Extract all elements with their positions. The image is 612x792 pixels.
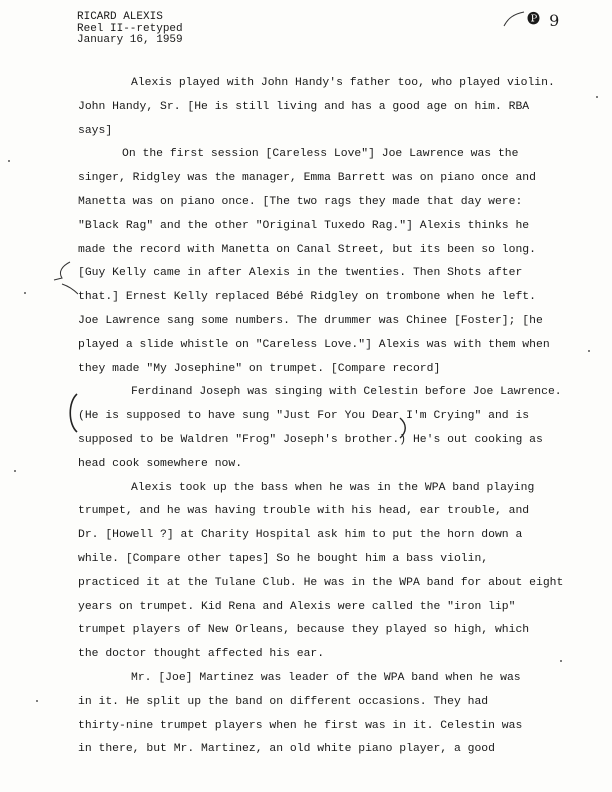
text-line: says] <box>78 124 113 137</box>
text-line: they made "My Josephine" on trumpet. [Compare record] <box>78 362 441 375</box>
text-line: head cook somewhere now. <box>78 457 243 470</box>
text-line: in it. He split up the band on different occasions. They had <box>78 695 489 708</box>
text-line: while. [Compare other tapes] So he bought him a bass violin, <box>78 552 489 565</box>
text-line: thirty-nine trumpet players when he first was in it. Celestin was <box>78 719 523 732</box>
handwritten-paren-mark <box>66 392 80 434</box>
text-line: the doctor thought affected his ear. <box>78 648 325 661</box>
scan-speck <box>8 160 10 162</box>
scan-speck <box>560 660 562 662</box>
page-number-value: 9 <box>549 11 562 30</box>
text-line: Joe Lawrence sang some numbers. The drummer was Chinee [Foster]; [he <box>78 314 543 327</box>
text-line: Mr. [Joe] Martinez was leader of the WPA band when he was <box>131 671 521 684</box>
text-line: trumpet, and he was having trouble with his head, ear trouble, and <box>78 505 530 518</box>
handwritten-bracket-mark <box>48 258 88 298</box>
text-line: Alexis took up the bass when he was in the WPA band playing <box>131 481 535 494</box>
text-line: played a slide whistle on "Careless Love."] Alexis was with them when <box>78 338 550 351</box>
handwritten-paren-close-mark <box>398 416 410 440</box>
text-line: "Black Rag" and the other "Original Tuxedo Rag."] Alexis thinks he <box>78 219 530 232</box>
header-date: January 16, 1959 <box>77 34 183 46</box>
text-line: (He is supposed to have sung "Just For You Dear I'm Crying" and is <box>78 410 530 423</box>
text-line: supposed to be Waldren "Frog" Joseph's brother.) He's out cooking as <box>78 433 543 446</box>
text-line: Alexis played with John Handy's father too, who played violin. <box>131 77 555 89</box>
scan-speck <box>24 292 26 294</box>
text-line: that.] Ernest Kelly replaced Bébé Ridgley on trombone when he left. <box>78 291 536 304</box>
text-line: Manetta was on piano once. [The two rags they made that day were: <box>78 195 523 208</box>
transcript-header <box>77 12 183 47</box>
header-reel: Reel II--retyped <box>77 22 183 35</box>
text-line: years on trumpet. Kid Rena and Alexis were called the "iron lip" <box>78 600 516 613</box>
scan-speck <box>588 350 590 352</box>
page-number-mark: 🅟 <box>527 12 543 27</box>
text-line: trumpet players of New Orleans, because they played so high, which <box>78 624 530 637</box>
transcript-body <box>78 72 578 762</box>
header-name: RICARD ALEXIS <box>77 11 163 23</box>
text-line: singer, Ridgley was the manager, Emma Barrett was on piano once and <box>78 172 536 185</box>
text-line: in there, but Mr. Martinez, an old white piano player, a good <box>78 743 495 756</box>
text-line: On the first session [Careless Love"] Joe Lawrence was the <box>122 148 519 161</box>
scan-speck <box>36 700 38 702</box>
scan-speck <box>596 96 598 98</box>
text-line: made the record with Manetta on Canal Street, but its been so long. <box>78 243 536 256</box>
scan-speck <box>14 470 16 472</box>
text-line: Ferdinand Joseph was singing with Celestin before Joe Lawrence. <box>131 386 562 399</box>
text-line: [Guy Kelly came in after Alexis in the twenties. Then Shots after <box>78 267 523 280</box>
handwritten-corner-mark <box>500 8 530 32</box>
text-line: Dr. [Howell ?] at Charity Hospital ask him to put the horn down a <box>78 529 523 542</box>
page-number <box>527 8 561 30</box>
text-line: John Handy, Sr. [He is still living and has a good age on him. RBA <box>78 100 530 113</box>
text-line: practiced it at the Tulane Club. He was in the WPA band for about eight <box>78 576 564 589</box>
